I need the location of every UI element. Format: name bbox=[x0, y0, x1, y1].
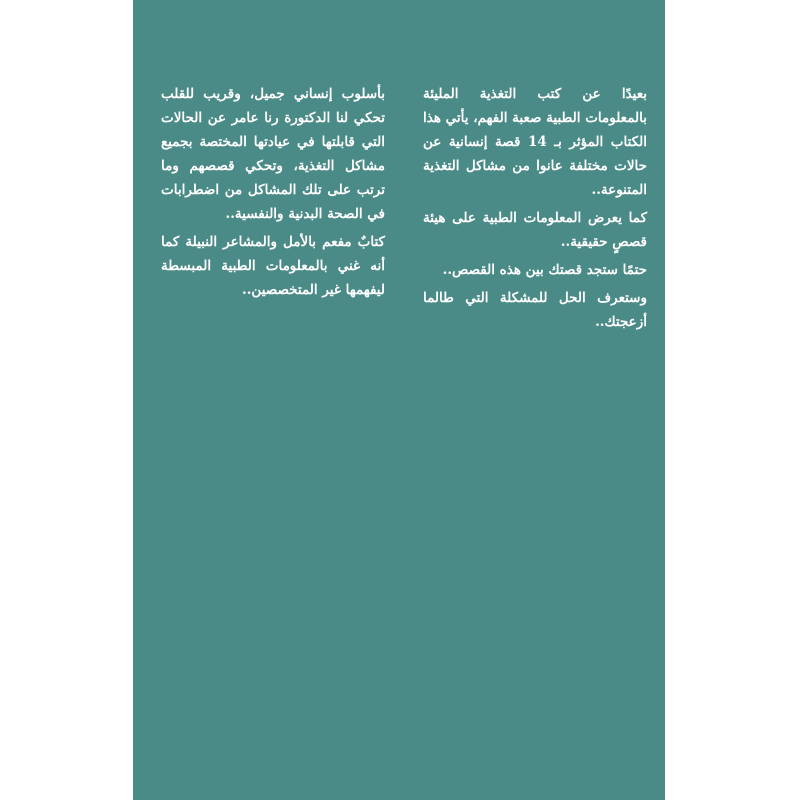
author-style-paragraph: بأسلوب إنساني جميل، وقريب للقلب تحكي لنا الدكتورة رنا عامر عن الحالات التي قابلتها في عيادتها المختصة بجميع مشاكل التغذية، وتحكي قصصهم وما ترتب على تلك المشاكل من اضطرابات في الصحة البدنية والنفسية.. bbox=[161, 86, 385, 222]
find-your-story-paragraph: حتمًا ستجد قصتك بين هذه القصص.. bbox=[442, 262, 647, 278]
book-description-paragraph: كتابٌ مفعم بالأمل والمشاعر النبيلة كما أنه غني بالمعلومات الطبية المبسطة ليفهمها غير المتخصصين.. bbox=[161, 234, 385, 298]
medical-info-paragraph: كما يعرض المعلومات الطبية على هيئة قصصٍ حقيقية.. bbox=[423, 210, 647, 250]
left-text-column bbox=[161, 82, 385, 306]
solution-paragraph: وستعرف الحل للمشكلة التي طالما أزعجتك.. bbox=[423, 290, 647, 330]
intro-paragraph: بعيدًا عن كتب التغذية المليئة بالمعلومات الطبية صعبة الفهم، يأتي هذا الكتاب المؤثر بـ 14 قصة إنسانية عن حالات مختلفة عانوا من مشاكل التغذية المتنوعة.. bbox=[422, 86, 647, 198]
right-text-column bbox=[423, 82, 647, 338]
